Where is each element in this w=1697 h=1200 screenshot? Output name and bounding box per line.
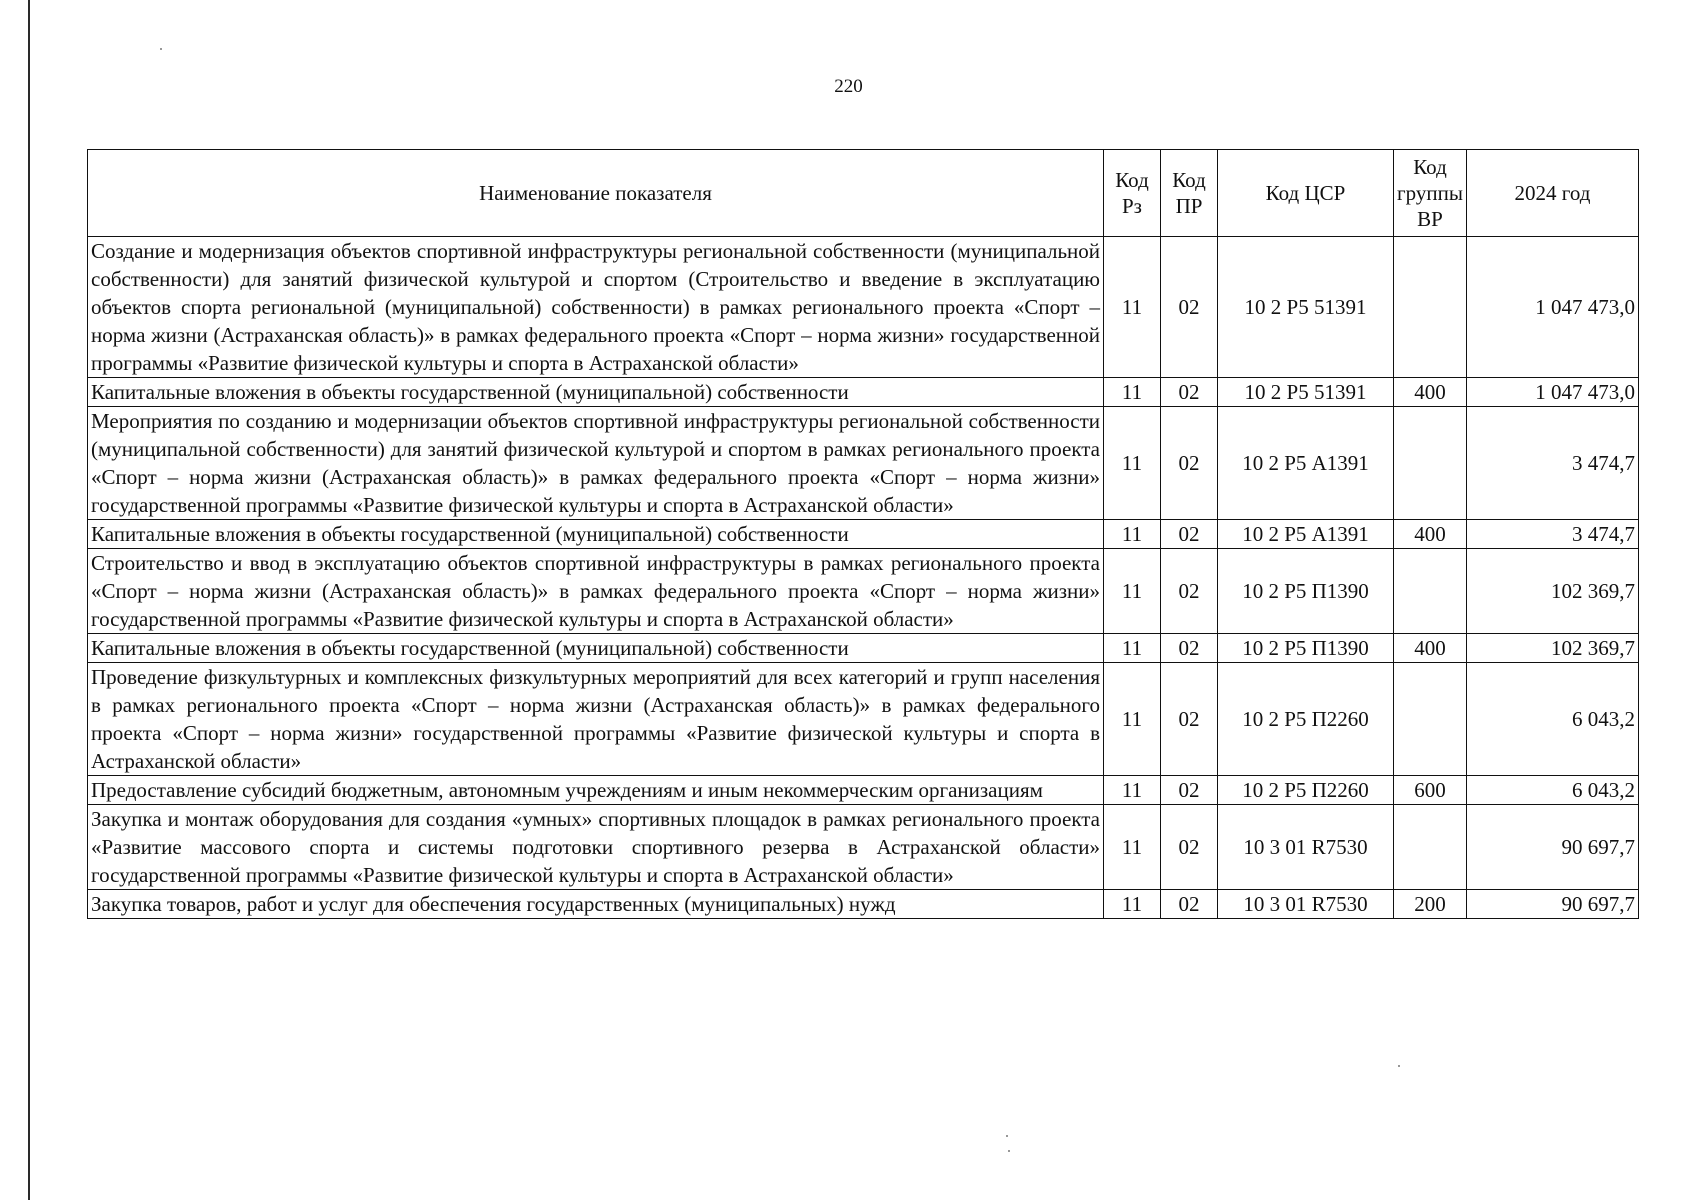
- row-rz-cell: 11: [1104, 520, 1161, 549]
- row-name-cell: Капитальные вложения в объекты государственной (муниципальной) собственности: [88, 520, 1104, 549]
- row-vr-cell: [1394, 805, 1467, 890]
- row-amount-cell: 90 697,7: [1467, 890, 1639, 919]
- row-pr-cell: 02: [1161, 520, 1218, 549]
- row-pr-cell: 02: [1161, 237, 1218, 378]
- row-name-cell: Проведение физкультурных и комплексных физкультурных мероприятий для всех категорий и групп населения в рамках регионального проекта «Спорт – норма жизни (Астраханская область)» в рамках федерального проекта «Спорт – норма жизни» государственной программы «Развитие физической культуры и спорта в Астраханской области»: [88, 663, 1104, 776]
- row-amount-cell: 6 043,2: [1467, 663, 1639, 776]
- row-vr-cell: 600: [1394, 776, 1467, 805]
- row-vr-cell: [1394, 407, 1467, 520]
- row-csr-cell: 10 3 01 R7530: [1218, 890, 1394, 919]
- row-amount-cell: 1 047 473,0: [1467, 237, 1639, 378]
- row-amount-cell: 90 697,7: [1467, 805, 1639, 890]
- row-csr-cell: 10 2 Р5 П2260: [1218, 776, 1394, 805]
- row-csr-cell: 10 2 Р5 А1391: [1218, 407, 1394, 520]
- table-row: [88, 776, 1639, 805]
- header-year: 2024 год: [1467, 150, 1639, 237]
- scan-left-edge-line: [28, 0, 30, 1200]
- table-row: [88, 549, 1639, 634]
- row-amount-cell: 3 474,7: [1467, 520, 1639, 549]
- table-row: [88, 805, 1639, 890]
- row-csr-cell: 10 2 Р5 51391: [1218, 237, 1394, 378]
- header-vr: Код группы ВР: [1394, 150, 1467, 237]
- row-vr-cell: 400: [1394, 378, 1467, 407]
- row-vr-cell: 200: [1394, 890, 1467, 919]
- row-name-cell: Создание и модернизация объектов спортивной инфраструктуры региональной собственности (муниципальной собственности) для занятий физической культурой и спортом (Строительство и введение в эксплуатацию объектов спорта региональной (муниципальной) собственности) в рамках регионального проекта «Спорт – норма жизни (Астраханская область)» в рамках федерального проекта «Спорт – норма жизни» государственной программы «Развитие физической культуры и спорта в Астраханской области»: [88, 237, 1104, 378]
- row-pr-cell: 02: [1161, 890, 1218, 919]
- scan-speck: [1398, 1065, 1400, 1067]
- row-vr-cell: 400: [1394, 520, 1467, 549]
- row-rz-cell: 11: [1104, 805, 1161, 890]
- row-csr-cell: 10 2 Р5 П2260: [1218, 663, 1394, 776]
- row-rz-cell: 11: [1104, 634, 1161, 663]
- row-name-cell: Капитальные вложения в объекты государственной (муниципальной) собственности: [88, 378, 1104, 407]
- row-rz-cell: 11: [1104, 237, 1161, 378]
- header-csr: Код ЦСР: [1218, 150, 1394, 237]
- row-rz-cell: 11: [1104, 663, 1161, 776]
- table-row: [88, 890, 1639, 919]
- row-pr-cell: 02: [1161, 634, 1218, 663]
- row-csr-cell: 10 3 01 R7530: [1218, 805, 1394, 890]
- header-pr: Код ПР: [1161, 150, 1218, 237]
- table-row: [88, 407, 1639, 520]
- table-row: [88, 634, 1639, 663]
- header-rz: Код Рз: [1104, 150, 1161, 237]
- row-name-cell: Закупка товаров, работ и услуг для обеспечения государственных (муниципальных) нужд: [88, 890, 1104, 919]
- row-name-cell: Закупка и монтаж оборудования для создания «умных» спортивных площадок в рамках регионального проекта «Развитие массового спорта и системы подготовки спортивного резерва в Астраханской области» государственной программы «Развитие физической культуры и спорта в Астраханской области»: [88, 805, 1104, 890]
- page-number: 220: [834, 76, 863, 97]
- row-name-cell: Строительство и ввод в эксплуатацию объектов спортивной инфраструктуры в рамках регионального проекта «Спорт – норма жизни (Астраханская область)» в рамках федерального проекта «Спорт – норма жизни» государственной программы «Развитие физической культуры и спорта в Астраханской области»: [88, 549, 1104, 634]
- table-row: [88, 378, 1639, 407]
- scan-speck: [1006, 1135, 1008, 1137]
- row-amount-cell: 1 047 473,0: [1467, 378, 1639, 407]
- row-vr-cell: [1394, 237, 1467, 378]
- scan-speck: [1008, 1150, 1010, 1152]
- table-row: [88, 520, 1639, 549]
- row-amount-cell: 3 474,7: [1467, 407, 1639, 520]
- row-name-cell: Мероприятия по созданию и модернизации объектов спортивной инфраструктуры региональной собственности (муниципальной собственности) для занятий физической культурой и спортом в рамках регионального проекта «Спорт – норма жизни (Астраханская область)» в рамках федерального проекта «Спорт – норма жизни» государственной программы «Развитие физической культуры и спорта в Астраханской области»: [88, 407, 1104, 520]
- row-rz-cell: 11: [1104, 407, 1161, 520]
- row-rz-cell: 11: [1104, 776, 1161, 805]
- row-rz-cell: 11: [1104, 378, 1161, 407]
- row-pr-cell: 02: [1161, 549, 1218, 634]
- row-pr-cell: 02: [1161, 407, 1218, 520]
- row-name-cell: Предоставление субсидий бюджетным, автономным учреждениям и иным некоммерческим организациям: [88, 776, 1104, 805]
- row-amount-cell: 6 043,2: [1467, 776, 1639, 805]
- row-rz-cell: 11: [1104, 549, 1161, 634]
- row-csr-cell: 10 2 Р5 П1390: [1218, 634, 1394, 663]
- row-csr-cell: 10 2 Р5 П1390: [1218, 549, 1394, 634]
- row-rz-cell: 11: [1104, 890, 1161, 919]
- row-vr-cell: [1394, 549, 1467, 634]
- budget-table: [87, 149, 1639, 919]
- table-header-row: [88, 150, 1639, 237]
- row-name-cell: Капитальные вложения в объекты государственной (муниципальной) собственности: [88, 634, 1104, 663]
- row-pr-cell: 02: [1161, 805, 1218, 890]
- scan-speck: [160, 48, 162, 50]
- header-name: Наименование показателя: [88, 150, 1104, 237]
- row-csr-cell: 10 2 Р5 А1391: [1218, 520, 1394, 549]
- row-pr-cell: 02: [1161, 378, 1218, 407]
- row-pr-cell: 02: [1161, 776, 1218, 805]
- table-row: [88, 663, 1639, 776]
- row-amount-cell: 102 369,7: [1467, 549, 1639, 634]
- row-pr-cell: 02: [1161, 663, 1218, 776]
- row-vr-cell: 400: [1394, 634, 1467, 663]
- row-csr-cell: 10 2 Р5 51391: [1218, 378, 1394, 407]
- row-vr-cell: [1394, 663, 1467, 776]
- row-amount-cell: 102 369,7: [1467, 634, 1639, 663]
- table-row: [88, 237, 1639, 378]
